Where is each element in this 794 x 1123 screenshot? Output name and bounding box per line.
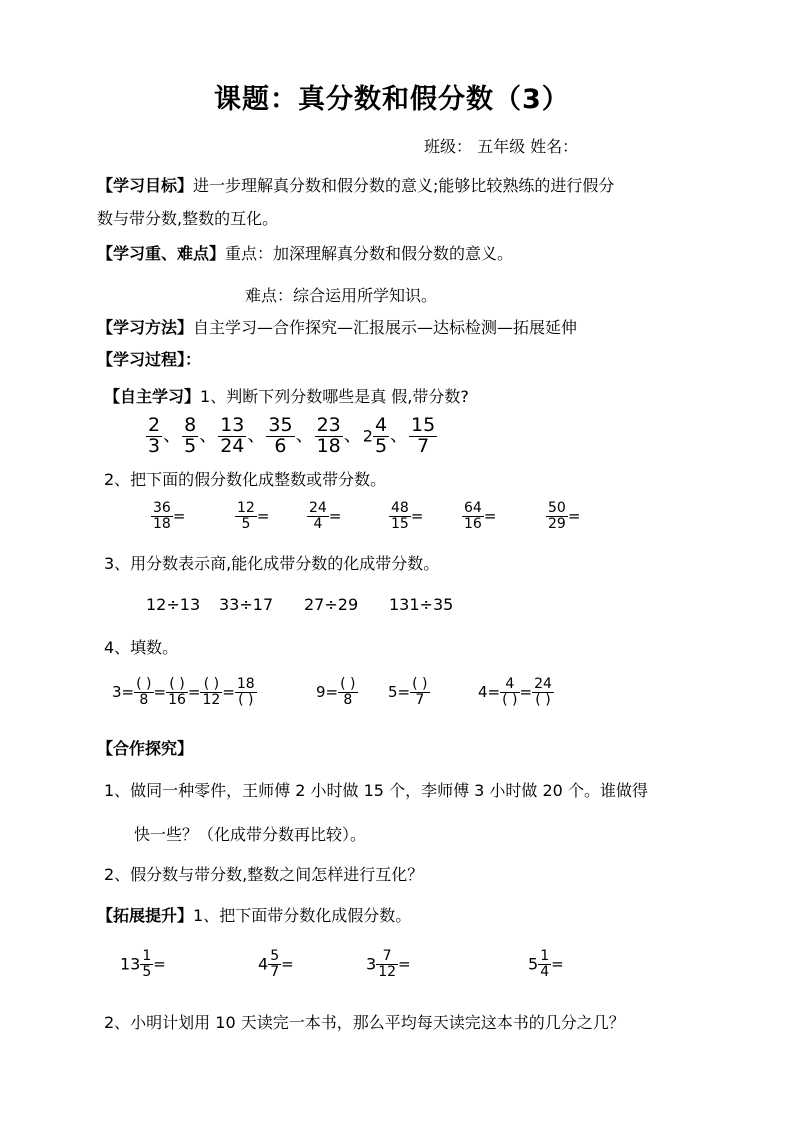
q2-text: 2、把下面的假分数化成整数或带分数。 [104, 470, 387, 489]
fill-numerator[interactable]: ( ) [136, 676, 152, 692]
q4-text: 4、填数。 [104, 638, 179, 657]
q1-text: 1、判断下列分数哪些是真 假,带分数? [200, 387, 469, 406]
equals-sign: = [551, 955, 564, 974]
equals-sign: = [256, 507, 270, 526]
fraction [307, 501, 329, 531]
fraction [151, 501, 173, 531]
numerator: 13 [220, 414, 245, 436]
equals-sign: = [410, 507, 424, 526]
fill-fraction [166, 677, 188, 707]
improper-fraction-item [389, 501, 423, 531]
separator: 、 [295, 425, 314, 447]
ext-q1: 1、把下面带分数化成假分数。 [193, 906, 412, 925]
denominator: 5 [142, 963, 152, 980]
fraction [546, 501, 568, 531]
q3-text: 3、用分数表示商,能化成带分数的化成带分数。 [104, 554, 440, 573]
denominator: 29 [548, 515, 566, 532]
denominator: 18 [153, 515, 171, 532]
mixed-number-item [258, 949, 294, 979]
coop-q2: 2、假分数与带分数,整数之间怎样进行互化？ [104, 865, 424, 884]
fraction [389, 501, 411, 531]
fraction [218, 416, 246, 457]
self-study-label: 【自主学习】 [104, 387, 201, 406]
separator: 、 [390, 425, 409, 447]
equals-sign: = [281, 955, 294, 974]
fill-denominator[interactable]: ( ) [502, 691, 518, 708]
denominator: 16 [464, 515, 482, 532]
fill-numerator[interactable]: ( ) [412, 676, 428, 692]
key-line [97, 246, 513, 262]
fill-lead-3: 3= [112, 683, 135, 702]
fill-denominator: 12 [202, 691, 221, 708]
fill-group-5 [388, 677, 430, 707]
fill-group-9 [316, 677, 358, 707]
denominator: 24 [220, 434, 245, 457]
fill-denominator: 8 [139, 691, 149, 708]
division-expression: 33÷17 [219, 595, 274, 614]
fill-numerator[interactable]: ( ) [200, 677, 222, 693]
mixed-whole: 3 [366, 954, 377, 974]
mixed-number-item [366, 949, 411, 979]
page-title: 课题：真分数和假分数（3） [214, 84, 570, 115]
fraction [140, 949, 153, 979]
equals-sign: = [153, 955, 166, 974]
improper-fraction-item [307, 501, 341, 531]
goal-label: 【学习目标】 [97, 176, 194, 195]
self-study-q1 [104, 389, 469, 405]
numerator: 7 [376, 949, 398, 965]
numerator: 36 [153, 500, 171, 516]
fill-lead-5: 5= [388, 683, 411, 702]
numerator: 1 [540, 948, 550, 964]
equals-sign: = [398, 955, 411, 974]
fraction [373, 416, 389, 457]
fill-numerator: 18 [236, 676, 255, 692]
ext-line [97, 908, 411, 924]
equals-sign: = [567, 507, 581, 526]
fill-group-3 [112, 677, 257, 707]
mixed-whole: 5 [528, 954, 539, 974]
denominator: 4 [313, 515, 323, 532]
numerator: 23 [316, 414, 341, 436]
equals-sign: = [187, 683, 201, 702]
fraction [235, 501, 257, 531]
fill-numerator: 4 [500, 677, 519, 693]
numerator: 15 [411, 414, 436, 436]
numerator: 35 [268, 414, 293, 436]
denominator: 3 [148, 434, 161, 457]
numerator: 48 [391, 500, 409, 516]
division-expression: 131÷35 [389, 595, 454, 614]
fill-numerator[interactable]: ( ) [166, 677, 188, 693]
fill-fraction [500, 677, 519, 707]
denominator: 15 [391, 515, 409, 532]
fraction [268, 949, 281, 979]
fraction [376, 949, 398, 979]
coop-q1-line-2: 快一些？（化成带分数再比较）。 [134, 825, 367, 844]
fraction [462, 501, 484, 531]
fill-numerator[interactable]: ( ) [340, 676, 356, 692]
improper-fraction-item [151, 501, 185, 531]
denominator: 5 [374, 434, 388, 457]
numerator: 1 [142, 948, 152, 964]
equals-sign: = [519, 683, 533, 702]
numerator: 5 [270, 948, 280, 964]
separator: 、 [343, 425, 362, 447]
separator: 、 [247, 425, 266, 447]
fraction [266, 416, 294, 457]
method-text: 自主学习—合作探究—汇报展示—达标检测—拓展延伸 [193, 318, 578, 337]
fill-numerator: 24 [534, 676, 552, 692]
mixed-whole: 13 [120, 954, 141, 974]
coop-heading: 【合作探究】 [97, 739, 194, 758]
fill-lead-9: 9= [316, 683, 339, 702]
division-expression: 27÷29 [304, 595, 359, 614]
fill-lead-4: 4= [478, 683, 501, 702]
denominator: 6 [274, 434, 287, 457]
equals-sign: = [328, 507, 342, 526]
difficulty-text: 难点：综合运用所学知识。 [245, 286, 438, 305]
denominator: 7 [417, 434, 430, 457]
fill-fraction [200, 677, 222, 707]
denominator: 7 [270, 963, 280, 980]
fill-fraction [410, 677, 429, 707]
fraction [538, 949, 551, 979]
fill-denominator: 16 [168, 691, 186, 708]
key-text: 重点：加深理解真分数和假分数的意义。 [225, 244, 514, 263]
process-heading [97, 352, 201, 368]
denominator: 5 [241, 515, 251, 532]
coop-q1-line-1: 1、做同一种零件，王师傅 2 小时做 15 个，李师傅 3 小时做 20 个。谁做得 [104, 781, 648, 800]
separator: 、 [199, 425, 218, 447]
fill-fraction [134, 677, 153, 707]
fraction [409, 416, 437, 457]
numerator: 8 [184, 414, 197, 436]
fill-group-4 [478, 677, 554, 707]
goal-line-1 [97, 178, 614, 194]
numerator: 2 [148, 414, 161, 436]
fill-fraction [532, 677, 554, 707]
q1-fraction-list [146, 416, 437, 457]
numerator: 24 [309, 500, 327, 516]
numerator: 50 [548, 500, 566, 516]
fill-denominator: 8 [343, 691, 353, 708]
equals-sign: = [172, 507, 186, 526]
improper-fraction-item [462, 501, 496, 531]
goal-text-1: 进一步理解真分数和假分数的意义;能够比较熟练的进行假分 [193, 176, 615, 195]
equals-sign: = [483, 507, 497, 526]
separator: 、 [163, 425, 182, 447]
numerator: 12 [237, 500, 255, 516]
improper-fraction-item [546, 501, 580, 531]
fraction [146, 416, 162, 457]
denominator: 12 [378, 963, 397, 980]
fraction [182, 416, 198, 457]
mixed-number-item [528, 949, 564, 979]
fill-fraction [235, 677, 257, 707]
numerator: 64 [464, 500, 482, 516]
denominator: 4 [540, 963, 550, 980]
fill-fraction [338, 677, 357, 707]
equals-sign: = [222, 683, 235, 702]
key-label: 【学习重、难点】 [97, 244, 226, 263]
fill-denominator[interactable]: ( ) [238, 691, 254, 708]
class-info: 班级： 五年级 姓名： [424, 137, 579, 156]
process-label: 【学习过程】 [97, 350, 186, 369]
method-label: 【学习方法】 [97, 318, 194, 337]
equals-sign: = [153, 683, 167, 702]
division-expression: 12÷13 [146, 595, 201, 614]
mixed-whole: 2 [362, 426, 373, 446]
improper-fraction-item [235, 501, 269, 531]
goal-text-2: 数与带分数,整数的互化。 [97, 209, 279, 228]
ext-label: 【拓展提升】 [97, 906, 194, 925]
fraction [315, 416, 343, 457]
ext-q2: 2、小明计划用 10 天读完一本书，那么平均每天读完这本书的几分之几？ [104, 1013, 625, 1032]
method-line [97, 320, 577, 336]
mixed-whole: 4 [258, 954, 269, 974]
fill-denominator: 7 [415, 691, 425, 708]
numerator: 4 [374, 414, 388, 436]
denominator: 5 [184, 434, 197, 457]
denominator: 18 [316, 434, 341, 457]
fill-denominator[interactable]: ( ) [535, 691, 551, 708]
process-colon: ： [185, 350, 202, 369]
mixed-number-item [120, 949, 166, 979]
